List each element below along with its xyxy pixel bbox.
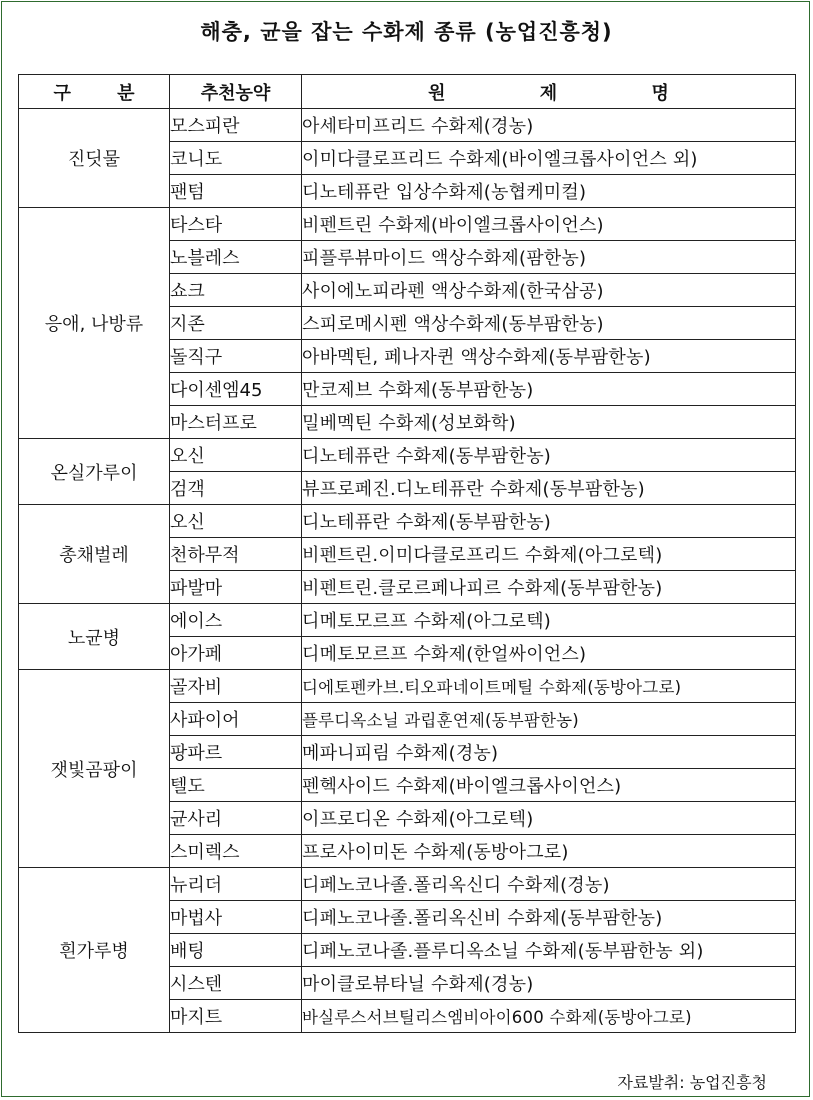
ingredient-cell: 디메토모르프 수화제(한얼싸이언스) <box>302 637 796 670</box>
table-body <box>19 109 796 1033</box>
ingredient-cell: 아바멕틴, 페나자퀸 액상수화제(동부팜한농) <box>302 340 796 373</box>
ingredient-cell: 사이에노피라펜 액상수화제(한국삼공) <box>302 274 796 307</box>
header-ingredient: 원 제 명 <box>302 75 796 109</box>
product-cell: 노블레스 <box>170 241 302 274</box>
ingredient-cell: 메파니피림 수화제(경농) <box>302 736 796 769</box>
product-cell: 팡파르 <box>170 736 302 769</box>
product-cell: 팬텀 <box>170 175 302 208</box>
ingredient-cell: 이미다클로프리드 수화제(바이엘크롭사이언스 외) <box>302 142 796 175</box>
table-row <box>19 208 796 241</box>
ingredient-cell: 프로사이미돈 수화제(동방아그로) <box>302 835 796 868</box>
ingredient-cell: 디페노코나졸.폴리옥신비 수화제(동부팜한농) <box>302 901 796 934</box>
product-cell: 사파이어 <box>170 703 302 736</box>
category-cell: 노균병 <box>19 604 170 670</box>
product-cell: 텔도 <box>170 769 302 802</box>
product-cell: 오신 <box>170 439 302 472</box>
product-cell: 쇼크 <box>170 274 302 307</box>
ingredient-cell: 비펜트린.이미다클로프리드 수화제(아그로텍) <box>302 538 796 571</box>
product-cell: 스미렉스 <box>170 835 302 868</box>
table-row <box>19 868 796 901</box>
ingredient-cell: 디페노코나졸.폴리옥신디 수화제(경농) <box>302 868 796 901</box>
ingredient-cell: 디에토펜카브.티오파네이트메틸 수화제(동방아그로) <box>302 670 796 703</box>
table-row <box>19 505 796 538</box>
ingredient-cell: 펜헥사이드 수화제(바이엘크롭사이언스) <box>302 769 796 802</box>
table-row <box>19 109 796 142</box>
ingredient-cell: 만코제브 수화제(동부팜한농) <box>302 373 796 406</box>
ingredient-cell: 디페노코나졸.플루디옥소닐 수화제(동부팜한농 외) <box>302 934 796 967</box>
header-recommended: 추천농약 <box>170 75 302 109</box>
product-cell: 지존 <box>170 307 302 340</box>
ingredient-cell: 비펜트린 수화제(바이엘크롭사이언스) <box>302 208 796 241</box>
product-cell: 뉴리더 <box>170 868 302 901</box>
product-cell: 천하무적 <box>170 538 302 571</box>
table-header-row <box>19 75 796 109</box>
ingredient-cell: 디메토모르프 수화제(아그로텍) <box>302 604 796 637</box>
product-cell: 모스피란 <box>170 109 302 142</box>
product-cell: 마스터프로 <box>170 406 302 439</box>
product-cell: 타스타 <box>170 208 302 241</box>
ingredient-cell: 마이클로뷰타닐 수화제(경농) <box>302 967 796 1000</box>
ingredient-cell: 뷰프로페진.디노테퓨란 수화제(동부팜한농) <box>302 472 796 505</box>
table-row <box>19 604 796 637</box>
product-cell: 에이스 <box>170 604 302 637</box>
page-title: 해충, 균을 잡는 수화제 종류 (농업진흥청) <box>200 20 613 44</box>
ingredient-cell: 바실루스서브틸리스엠비아이600 수화제(동방아그로) <box>302 1000 796 1033</box>
table-row <box>19 670 796 703</box>
header-category: 구 분 <box>19 75 170 109</box>
product-cell: 오신 <box>170 505 302 538</box>
ingredient-cell: 디노테퓨란 수화제(동부팜한농) <box>302 439 796 472</box>
product-cell: 다이센엠45 <box>170 373 302 406</box>
ingredient-cell: 스피로메시펜 액상수화제(동부팜한농) <box>302 307 796 340</box>
ingredient-cell: 아세타미프리드 수화제(경농) <box>302 109 796 142</box>
ingredient-cell: 피플루뷰마이드 액상수화제(팜한농) <box>302 241 796 274</box>
product-cell: 검객 <box>170 472 302 505</box>
ingredient-cell: 이프로디온 수화제(아그로텍) <box>302 802 796 835</box>
product-cell: 균사리 <box>170 802 302 835</box>
product-cell: 마법사 <box>170 901 302 934</box>
source-note: 자료발취: 농업진흥청 <box>617 1073 767 1092</box>
category-cell: 진딧물 <box>19 109 170 208</box>
category-cell: 응애, 나방류 <box>19 208 170 439</box>
product-cell: 시스텐 <box>170 967 302 1000</box>
product-cell: 마지트 <box>170 1000 302 1033</box>
product-cell: 아가페 <box>170 637 302 670</box>
product-cell: 배팅 <box>170 934 302 967</box>
category-cell: 온실가루이 <box>19 439 170 505</box>
pesticide-table <box>18 74 796 1033</box>
ingredient-cell: 플루디옥소닐 과립훈연제(동부팜한농) <box>302 703 796 736</box>
ingredient-cell: 비펜트린.클로르페나피르 수화제(동부팜한농) <box>302 571 796 604</box>
table-row <box>19 439 796 472</box>
product-cell: 파발마 <box>170 571 302 604</box>
category-cell: 흰가루병 <box>19 868 170 1033</box>
product-cell: 코니도 <box>170 142 302 175</box>
ingredient-cell: 밀베멕틴 수화제(성보화학) <box>302 406 796 439</box>
product-cell: 돌직구 <box>170 340 302 373</box>
ingredient-cell: 디노테퓨란 수화제(동부팜한농) <box>302 505 796 538</box>
category-cell: 총채벌레 <box>19 505 170 604</box>
category-cell: 잿빛곰팡이 <box>19 670 170 868</box>
ingredient-cell: 디노테퓨란 입상수화제(농협케미컬) <box>302 175 796 208</box>
product-cell: 골자비 <box>170 670 302 703</box>
